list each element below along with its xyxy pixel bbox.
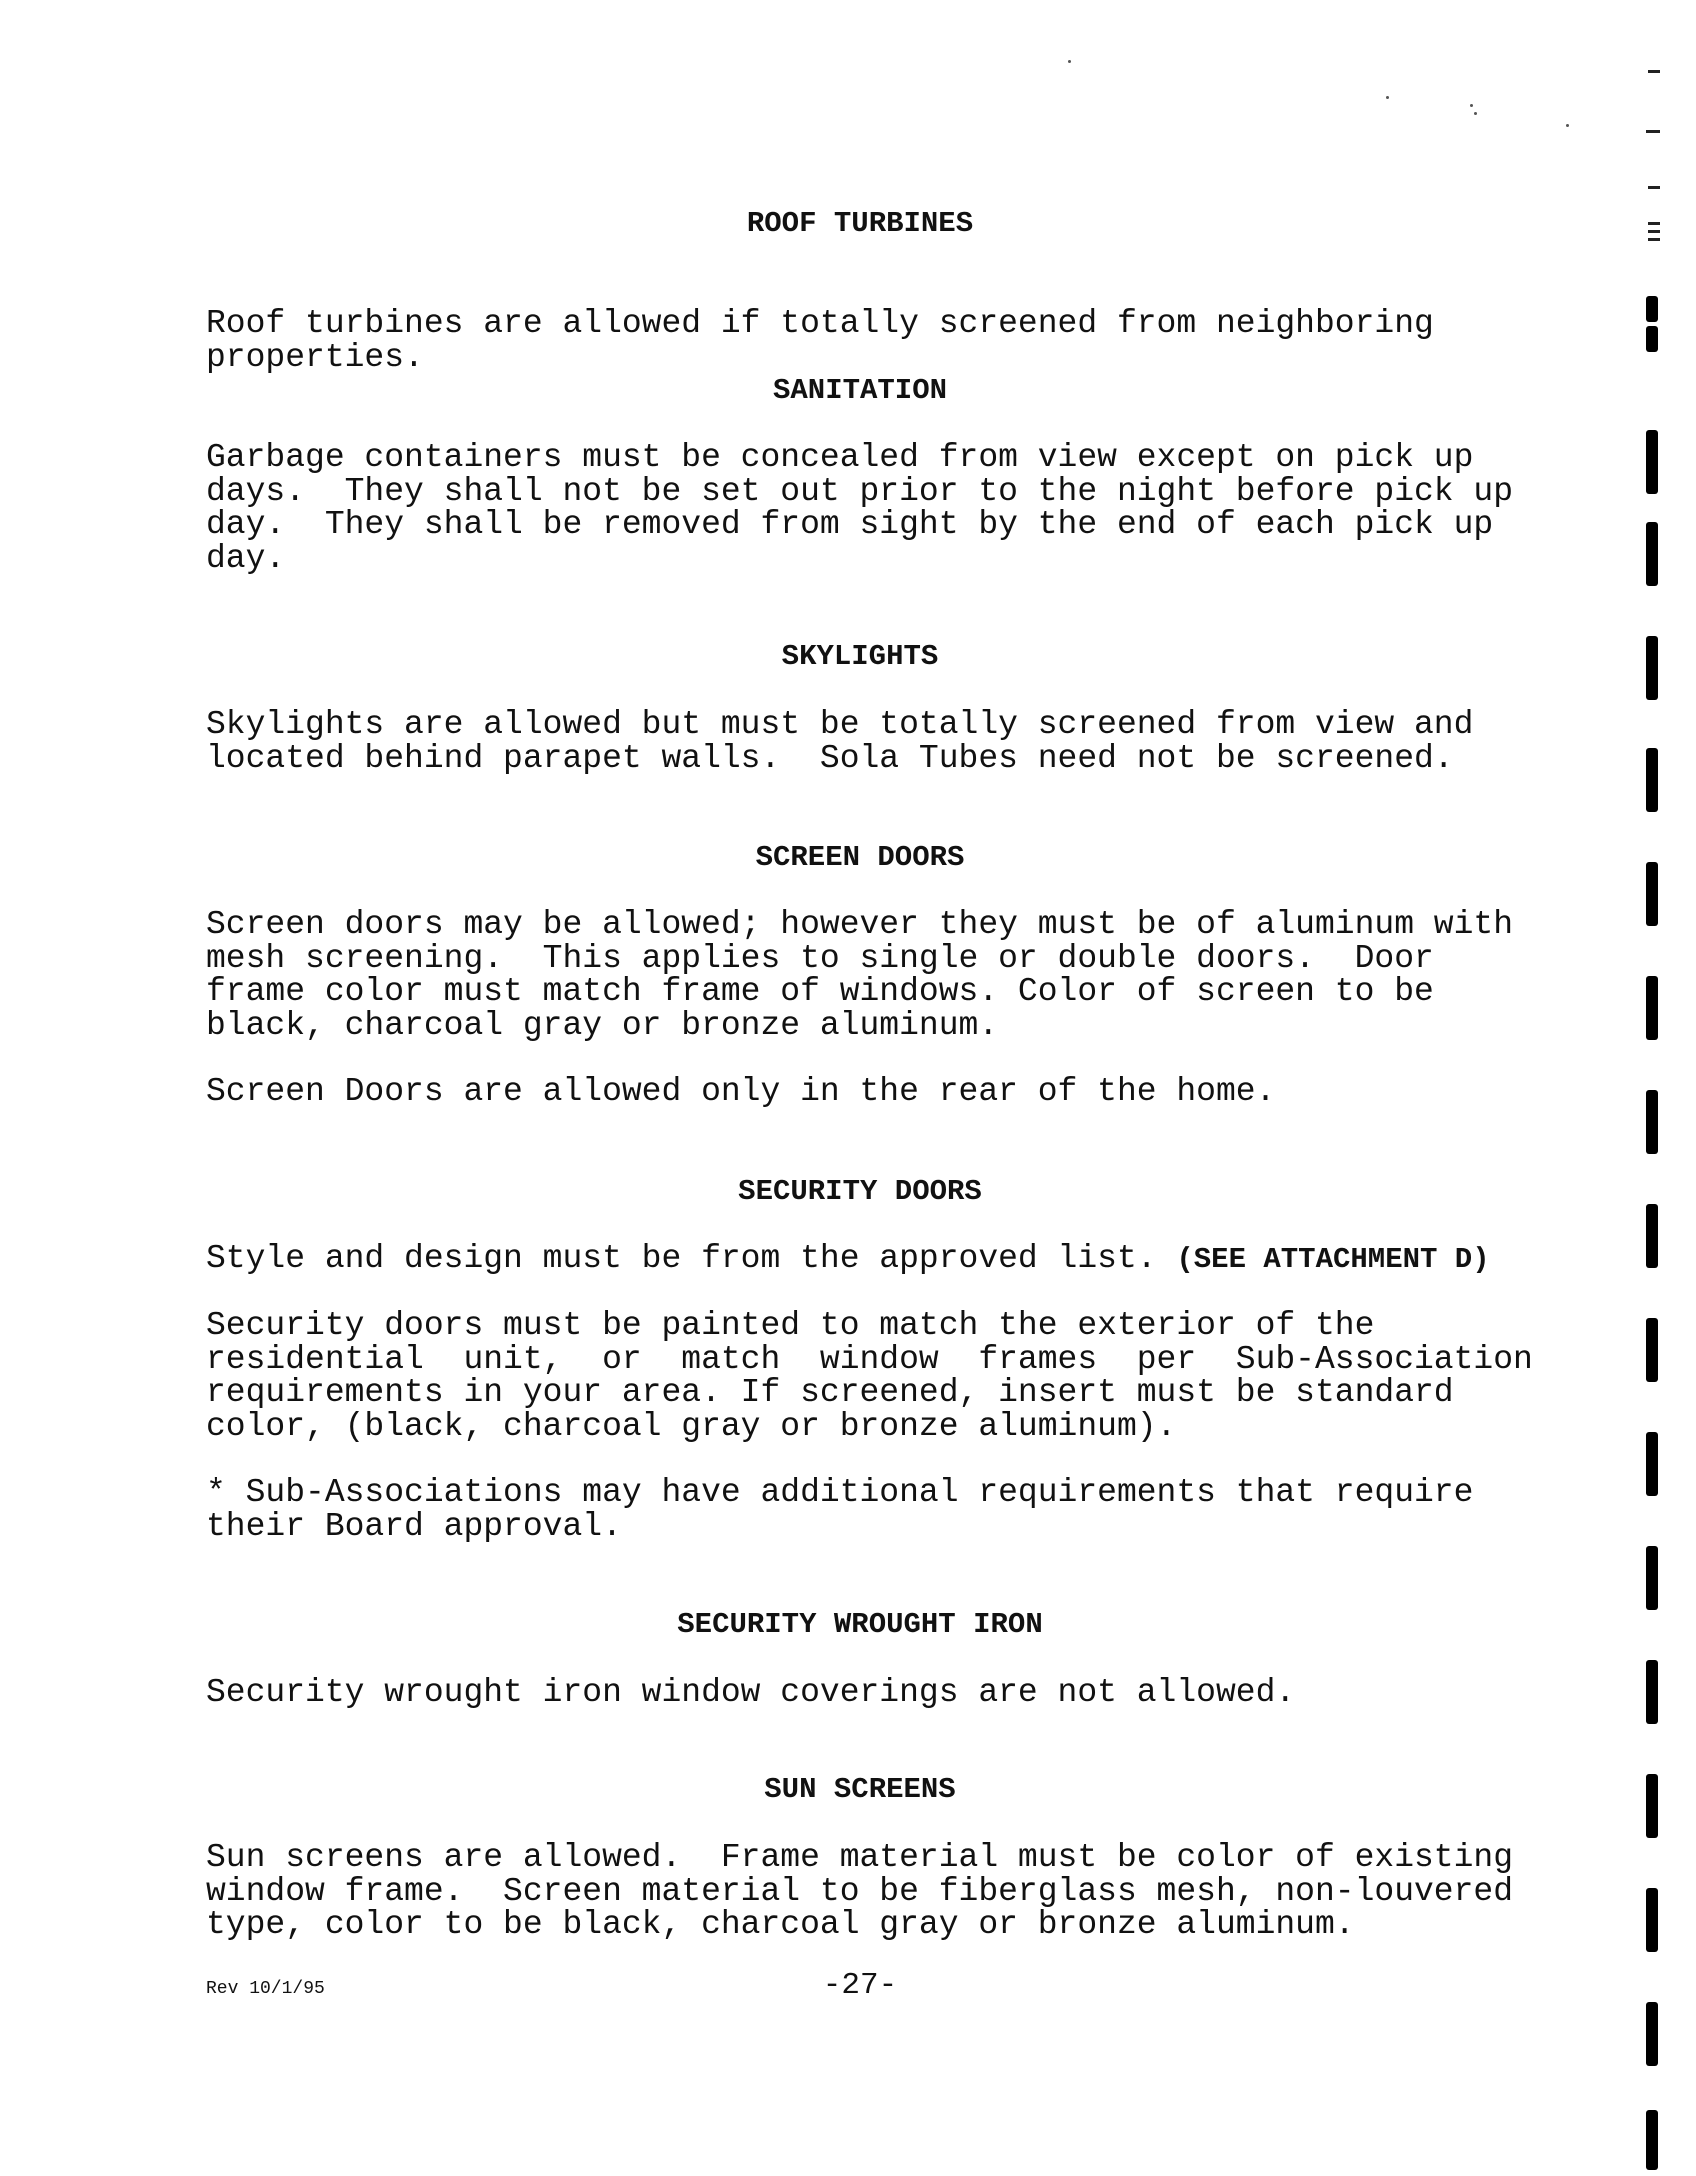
paragraph-roof-turbines: Roof turbines are allowed if totally screened from neighboring properties. — [206, 305, 1434, 376]
binding-tick — [1646, 130, 1660, 133]
binding-bar — [1646, 296, 1658, 322]
binding-bar — [1646, 522, 1658, 586]
binding-bar — [1646, 430, 1658, 494]
binding-bar — [1646, 1432, 1658, 1496]
scan-speck — [1386, 96, 1389, 99]
binding-bar — [1646, 748, 1658, 812]
paragraph-skylights: Skylights are allowed but must be totally screened from view and located behind parapet walls. Sola Tubes need not be screened. — [206, 706, 1474, 777]
heading-skylights: SKYLIGHTS — [781, 640, 939, 673]
paragraph-security-doors-paint: Security doors must be painted to match the exterior of the residential unit, or match window frames per Sub-Association requirements in your area. If screened, insert must be standard color, (black, charcoal gray or bronze aluminum). — [206, 1307, 1533, 1445]
heading-sun-screens: SUN SCREENS — [764, 1773, 956, 1806]
paragraph-sanitation: Garbage containers must be concealed from view except on pick up days. They shall not be set out prior to the night before pick up day. They shall be removed from sight by the end of each pick up day. — [206, 439, 1514, 577]
binding-bar — [1646, 2002, 1658, 2066]
heading-screen-doors: SCREEN DOORS — [755, 841, 965, 874]
heading-security-wrought-iron: SECURITY WROUGHT IRON — [677, 1608, 1043, 1641]
page-number: -27- — [822, 1968, 898, 2003]
paragraph-screen-doors: Screen doors may be allowed; however they must be of aluminum with mesh screening. This applies to single or double doors. Door frame color must match frame of windows. Color of screen to be black, charcoal gray or bronze aluminum. — [206, 906, 1514, 1044]
paragraph-security-doors-style — [206, 1242, 1516, 1277]
binding-tick — [1648, 230, 1660, 233]
binding-bar — [1646, 1090, 1658, 1154]
binding-bar — [1646, 1660, 1658, 1724]
binding-bar — [1646, 326, 1658, 352]
scan-speck — [1068, 60, 1071, 63]
attachment-reference: (SEE ATTACHMENT D) — [1176, 1243, 1490, 1276]
binding-tick — [1648, 222, 1660, 225]
paragraph-sub-associations: * Sub-Associations may have additional requirements that require their Board approval. — [206, 1474, 1474, 1545]
binding-bar — [1646, 862, 1658, 926]
binding-bar — [1646, 1546, 1658, 1610]
binding-bar — [1646, 1774, 1658, 1838]
revision-date: Rev 10/1/95 — [206, 1979, 325, 1999]
paragraph-screen-doors-rear: Screen Doors are allowed only in the rear of the home. — [206, 1073, 1276, 1110]
paragraph-security-doors-style-text: Style and design must be from the approved list. — [206, 1240, 1177, 1277]
heading-security-doors: SECURITY DOORS — [738, 1175, 982, 1208]
binding-tick — [1648, 238, 1660, 241]
binding-tick — [1648, 70, 1660, 73]
heading-roof-turbines: ROOF TURBINES — [746, 207, 974, 240]
scan-speck — [1566, 124, 1569, 127]
scan-speck — [1474, 112, 1477, 115]
heading-sanitation: SANITATION — [772, 374, 948, 407]
binding-bar — [1646, 2110, 1658, 2170]
binding-bar — [1646, 1888, 1658, 1952]
binding-bar — [1646, 1204, 1658, 1268]
binding-bar — [1646, 636, 1658, 700]
paragraph-security-wrought-iron: Security wrought iron window coverings are not allowed. — [206, 1674, 1296, 1711]
scan-speck — [1470, 104, 1473, 107]
binding-bar — [1646, 976, 1658, 1040]
binding-marks — [1640, 0, 1696, 2176]
paragraph-sun-screens: Sun screens are allowed. Frame material must be color of existing window frame. Screen material to be fiberglass mesh, non-louvered type, color to be black, charcoal gray or bronze aluminum. — [206, 1839, 1514, 1943]
binding-tick — [1648, 186, 1660, 189]
binding-bar — [1646, 1318, 1658, 1382]
